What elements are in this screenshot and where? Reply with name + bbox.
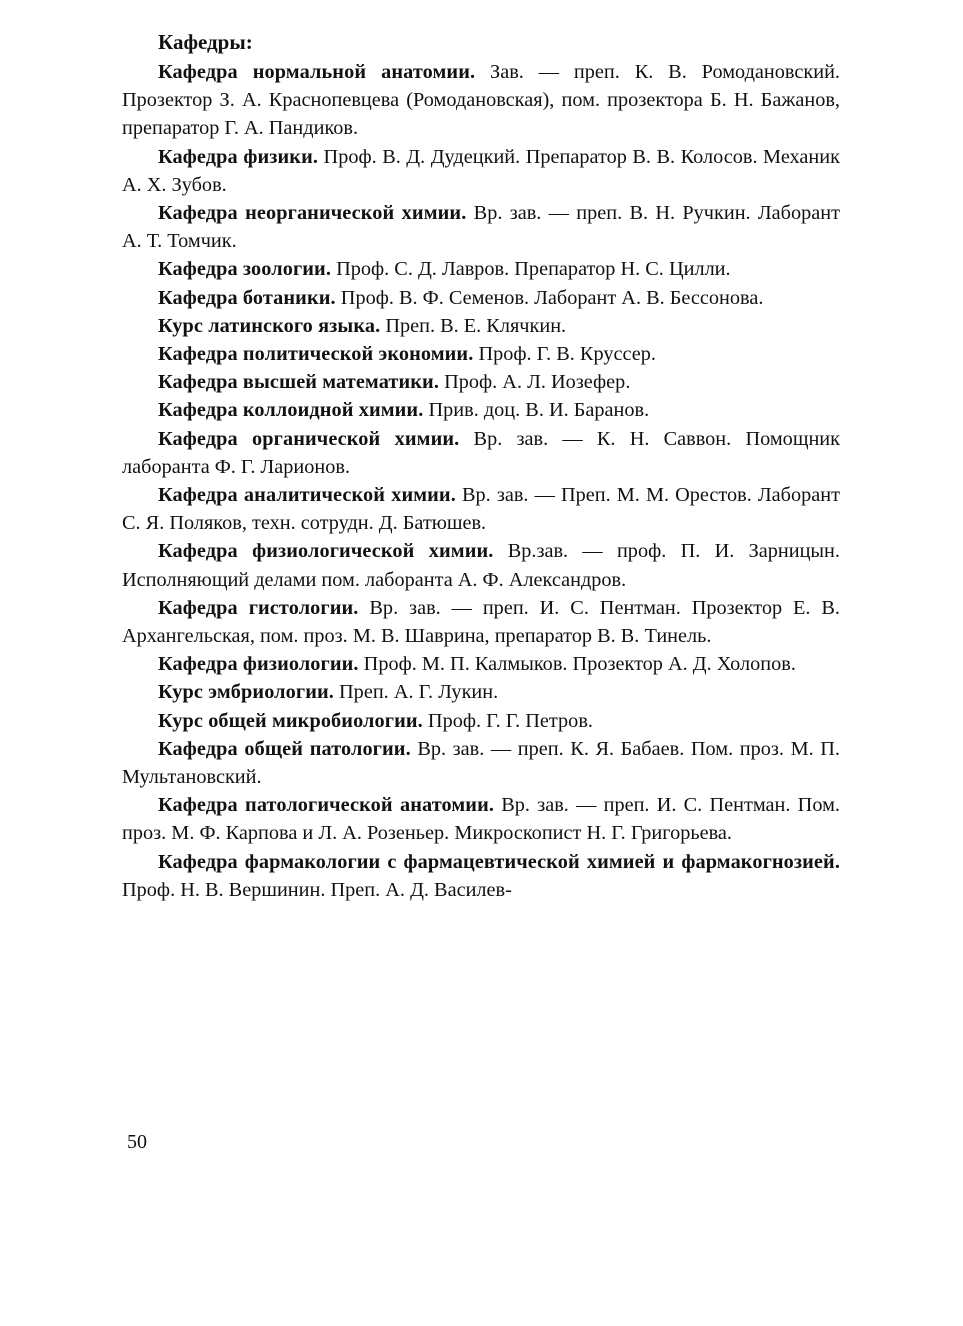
department-name: Кафедра органической химии. xyxy=(158,427,460,450)
department-name: Кафедра коллоидной химии. xyxy=(158,399,424,422)
department-staff: Прив. доц. В. И. Баранов. xyxy=(428,399,650,422)
list-item xyxy=(122,312,840,340)
list-item xyxy=(122,481,840,537)
department-staff: Вр. зав. — преп. В. Н. Ручкин. Лаборант А. Т. Томчик. xyxy=(122,202,840,253)
list-item xyxy=(122,594,840,650)
department-staff: Вр.зав. — проф. П. И. Зарницын. Исполняющий делами пом. лаборанта А. Ф. Александров. xyxy=(122,540,840,591)
list-item xyxy=(122,735,840,791)
department-name: Кафедра аналитической химии. xyxy=(158,484,456,507)
department-staff: Проф. А. Л. Иозефер. xyxy=(444,371,631,394)
list-item xyxy=(122,848,840,904)
department-staff: Проф. В. Ф. Семенов. Лаборант А. В. Бессонова. xyxy=(340,286,764,309)
department-staff: Вр. зав. — преп. И. С. Пентман. Прозектор Е. В. Архангельская, пом. проз. М. В. Шаврина, препаратор В. В. Тинель. xyxy=(122,596,840,648)
department-name: Кафедра фармакологии с фармацевтической химией и фармакогнозией. xyxy=(158,850,840,873)
department-staff: Проф. Н. В. Вершинин. Преп. А. Д. Василев- xyxy=(122,878,512,901)
department-staff: Вр. зав. — Преп. М. М. Орестов. Лаборант С. Я. Поляков, техн. сотрудн. Д. Батюшев. xyxy=(122,484,840,535)
list-item xyxy=(122,199,840,255)
page-number: 50 xyxy=(127,1131,147,1153)
department-name: Курс латинского языка. xyxy=(158,314,381,337)
list-item xyxy=(122,707,840,735)
list-item xyxy=(122,143,840,199)
department-name: Кафедра патологической анатомии. xyxy=(158,794,495,817)
department-name: Кафедра физики. xyxy=(158,145,319,168)
department-name: Кафедра зоологии. xyxy=(158,258,332,281)
department-staff: Проф. В. Д. Дудецкий. Препаратор В. В. Колосов. Механик А. Х. Зубов. xyxy=(122,145,840,196)
department-name: Кафедра нормальной анатомии. xyxy=(158,61,476,83)
list-item xyxy=(122,791,840,847)
department-staff: Преп. А. Г. Лукин. xyxy=(339,681,499,704)
department-staff: Проф. Г. Г. Петров. xyxy=(427,709,593,732)
list-item xyxy=(122,284,840,312)
list-item xyxy=(122,425,840,481)
list-item xyxy=(122,58,840,143)
department-staff: Проф. С. Д. Лавров. Препаратор Н. С. Цилли. xyxy=(336,258,731,281)
department-name: Кафедра гистологии. xyxy=(158,596,359,619)
department-name: Кафедра неорганической химии. xyxy=(158,202,467,225)
department-staff: Преп. В. Е. Клячкин. xyxy=(385,314,567,337)
department-staff: Проф. М. П. Калмыков. Прозектор А. Д. Холопов. xyxy=(363,653,796,676)
list-item xyxy=(122,537,840,593)
department-name: Кафедра физиологической химии. xyxy=(158,540,494,563)
department-name: Кафедра общей патологии. xyxy=(158,737,411,760)
department-staff: Зав. — преп. К. В. Ромодановский. Прозектор З. А. Краснопевцева (Ромодановская), пом. прозектора Б. Н. Бажанов, препаратор Г. А. Пандиков. xyxy=(122,61,840,140)
section-heading: Кафедры: xyxy=(158,30,253,54)
department-name: Курс общей микробиологии. xyxy=(158,709,423,732)
department-name: Курс эмбриологии. xyxy=(158,681,334,704)
list-item xyxy=(122,255,840,283)
page-body xyxy=(122,28,840,904)
department-staff: Вр. зав. — преп. К. Я. Бабаев. Пом. проз. М. П. Мультановский. xyxy=(122,737,840,789)
list-item xyxy=(122,368,840,396)
department-name: Кафедра политической экономии. xyxy=(158,343,474,366)
list-item xyxy=(122,340,840,368)
department-name: Кафедра физиологии. xyxy=(158,653,359,676)
list-item xyxy=(122,396,840,424)
department-staff: Вр. зав. — К. Н. Саввон. Помощник лаборанта Ф. Г. Ларионов. xyxy=(122,427,840,478)
list-item xyxy=(122,678,840,706)
department-name: Кафедра ботаники. xyxy=(158,286,336,309)
department-name: Кафедра высшей математики. xyxy=(158,371,440,394)
department-staff: Проф. Г. В. Круссер. xyxy=(478,343,656,366)
department-staff: Вр. зав. — преп. И. С. Пентман. Пом. проз. М. Ф. Карпова и Л. А. Розеньер. Микроскопист Н. Г. Григорьева. xyxy=(122,794,840,845)
list-item xyxy=(122,650,840,678)
